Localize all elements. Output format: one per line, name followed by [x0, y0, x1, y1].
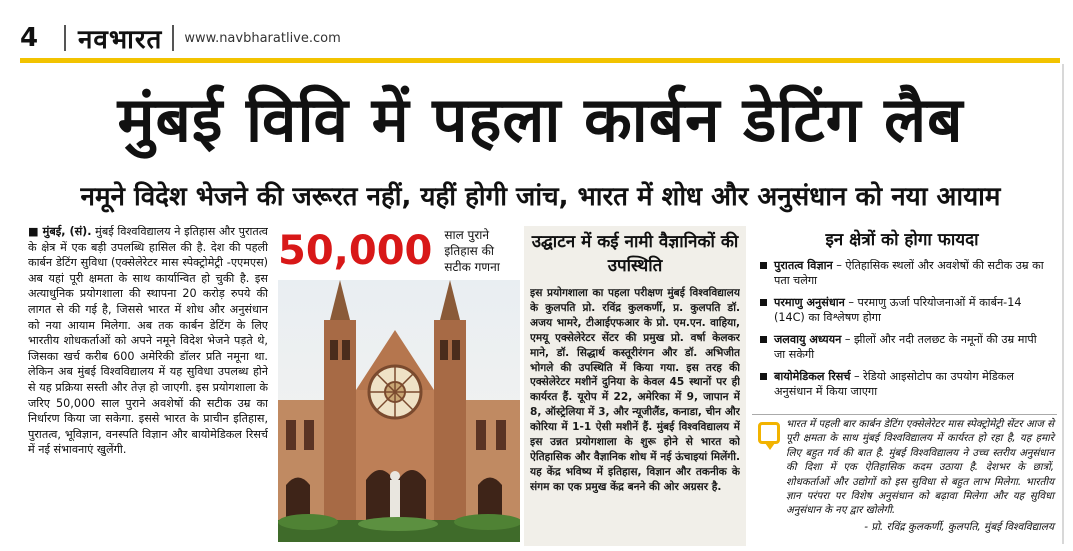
university-building-illustration [278, 280, 520, 542]
vice-chancellor-quote: भारत में पहली बार कार्बन डेटिंग एक्सेलेरेटर मास स्पेक्ट्रोमेट्री सेंटर आज से पूरी क्षमता के साथ मुंबई विश्वविद्यालय में कार्यरत हो रहा है, यह हमारे लिए बहुत गर्व की बात है. मुंबई विश्वविद्यालय ने उच्च स्तरीय अनुसंधान की दिशा में एक ऐतिहासिक कदम उठाया है. देशभर के छात्रों, शोधकर्ताओं और उद्योगों को इस सुविधा से बहुत लाभ मिलेगा. भारतीय ज्ञान परंपरा पर विशेष अनुसंधान को बढ़ावा मिलेगा और यह सुविधा अनुसंधान के नए द्वार खोलेगी. [786, 419, 1054, 517]
website-url: www.navbharatlive.com [184, 30, 341, 46]
square-bullet-icon [760, 299, 767, 306]
benefit-item [760, 295, 1050, 325]
speech-bubble-icon [758, 422, 780, 444]
benefit-item [760, 332, 1050, 362]
benefit-text: – रेडियो आइसोटोप का उपयोग मेडिकल अनुसंधान में किया जाएगा [774, 370, 1014, 398]
masthead-divider-2 [172, 25, 174, 51]
quote-author: - प्रो. रविंद्र कुलकर्णी, कुलपति, मुंबई विश्वविद्यालय [864, 521, 1054, 533]
benefit-item [760, 369, 1050, 399]
benefit-title: जलवायु अध्ययन [774, 333, 842, 346]
benefit-text: – परमाणु ऊर्जा परियोजनाओं में कार्बन-14 (14C) का विश्लेषण होगा [774, 296, 1022, 324]
benefit-text: – ऐतिहासिक स्थलों और अवशेषों की सटीक उम्र का पता चलेगा [774, 259, 1044, 287]
benefits-list [760, 258, 1050, 406]
inauguration-sidebar [524, 226, 746, 546]
paper-name-logo: नवभारत [78, 25, 163, 55]
benefit-title: पुरातत्व विज्ञान [774, 259, 833, 272]
square-bullet-icon [760, 373, 767, 380]
university-building-photo [278, 280, 520, 542]
dateline: ■ मुंबई, (सं). [28, 225, 92, 238]
headline: मुंबई विवि में पहला कार्बन डेटिंग लैब [117, 83, 964, 156]
benefit-title: बायोमेडिकल रिसर्च [774, 370, 851, 383]
benefit-item [760, 258, 1050, 288]
page-edge-rule [1062, 64, 1064, 544]
main-story-column [28, 224, 268, 544]
main-story-body: मुंबई विश्वविद्यालय ने इतिहास और पुरातत्व के क्षेत्र में एक बड़ी उपलब्धि हासिल की है. देश की पहली कार्बन डेटिंग सुविधा (एक्सेलेरेटर मास स्पेक्ट्रोमेट्री -एएमएस) अब यहां पूरी क्षमता के साथ कार्यान्वित हो चुकी है. इस अत्याधुनिक प्रयोगशाला की स्थापना 20 करोड़ रुपये की लागत से की गई है, जिससे भारत में शोध और अनुसंधान को नया आयाम मिलेगा. अब तक कार्बन डेटिंग के लिए भारतीय शोधकर्ताओं को अपने नमूने विदेश भेजने पड़ते थे, जिसका खर्च करीब 600 अमेरिकी डॉलर प्रति नमूना था. लेकिन अब मुंबई विश्वविद्यालय में यह सुविधा उपलब्ध होने से यह प्रक्रिया सस्ती और तेज़ हो जाएगी. इस प्रयोगशाला के जरिए 50,000 साल पुराने अवशेषों की सटीक उम्र का निर्धारण किया जा सकेगा. इससे भारत के प्राचीन इतिहास, पुरातत्व, भूविज्ञान, वनस्पति विज्ञान और बायोमेडिकल रिसर्च में नई संभावनाएं खुलेंगी. [28, 225, 268, 457]
sidebar-body: इस प्रयोगशाला का पहला परीक्षण मुंबई विश्वविद्यालय के कुलपति प्रो. रविंद्र कुलकर्णी, प्र. कुलपति डॉ. अजय भामरे, टीआईएफआर के प्रो. एम.एन. वाहिया, एमयू एक्सेलेरेटर सेंटर की प्रमुख प्रो. वर्षा केलकर माने, डॉ. सिद्धार्थ कस्तूरीरंगन और डॉ. अभिजीत भोगले की उपस्थिति में किया गया. इस तरह की एक्सेलेरेटर मशीनें दुनिया के केवल 45 स्थानों पर ही कार्यरत हैं. यूरोप में 22, अमेरिका में 9, जापान में 8, ऑस्ट्रेलिया में 3, और न्यूजीलैंड, कनाडा, चीन और कोरिया में 1-1 ऐसी मशीनें हैं. मुंबई विश्वविद्यालय में इस उन्नत प्रयोगशाला के शुरू होने से भारत को ऐतिहासिक और वैज्ञानिक शोध में नई ऊंचाइयां मिलेंगी. यह केंद्र भविष्य में इतिहास, विज्ञान और तकनीक के संगम का एक प्रमुख केंद्र बनने की ओर अग्रसर है. [530, 287, 740, 493]
square-bullet-icon [760, 262, 767, 269]
stat-number: 50,000 [278, 228, 433, 274]
sidebar-heading: उद्घाटन में कई नामी वैज्ञानिकों की उपस्थिति [531, 232, 739, 276]
quote-divider [752, 414, 1057, 415]
square-bullet-icon [760, 336, 767, 343]
subheadline: नमूने विदेश भेजने की जरूरत नहीं, यहीं होगी जांच, भारत में शोध और अनुसंधान को नया आयाम [80, 182, 1001, 212]
masthead-divider [64, 25, 66, 51]
page-number: 4 [20, 23, 39, 53]
benefit-text: – झीलों और नदी तलछट के नमूनों की उम्र मापी जा सकेगी [774, 333, 1037, 361]
benefits-heading: इन क्षेत्रों को होगा फायदा [825, 230, 979, 250]
stat-box [278, 226, 518, 276]
masthead-rule [20, 58, 1060, 63]
benefit-title: परमाणु अनुसंधान [774, 296, 845, 309]
masthead [20, 18, 1060, 58]
stat-label: साल पुराने इतिहास की सटीक गणना [444, 228, 500, 274]
